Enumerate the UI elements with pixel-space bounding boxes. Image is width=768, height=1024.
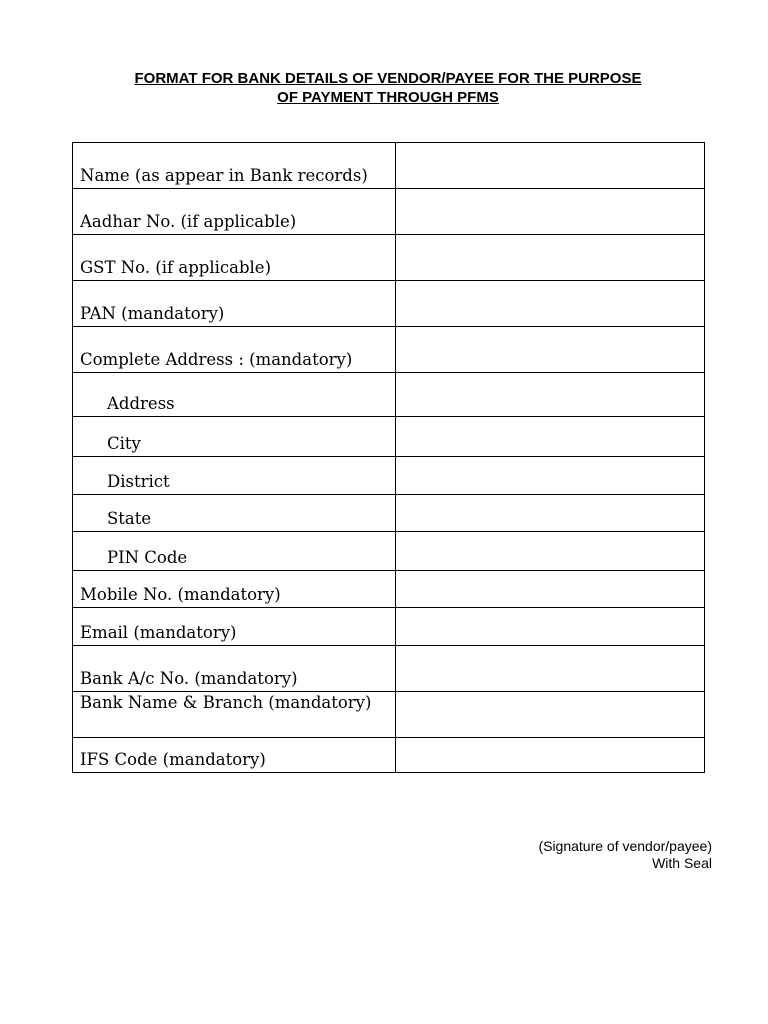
form-row-state [73, 495, 705, 532]
field-label-gst: GST No. (if applicable) [73, 235, 396, 281]
document-title [60, 69, 716, 107]
field-value-ifs-code[interactable] [396, 738, 705, 773]
field-value-district[interactable] [396, 457, 705, 495]
field-value-bank-account[interactable] [396, 646, 705, 692]
bank-details-form-table [72, 142, 705, 773]
document-title-line-2: OF PAYMENT THROUGH PFMS [277, 89, 499, 106]
signature-caption: (Signature of vendor/payee) [538, 838, 712, 854]
field-label-name: Name (as appear in Bank records) [73, 143, 396, 189]
signature-block [538, 838, 712, 872]
field-value-mobile[interactable] [396, 571, 705, 608]
form-row-bank-name-branch [73, 692, 705, 738]
form-row-gst [73, 235, 705, 281]
field-value-pin-code[interactable] [396, 532, 705, 571]
field-label-complete-address: Complete Address : (mandatory) [73, 327, 396, 373]
form-row-city [73, 417, 705, 457]
form-row-complete-address [73, 327, 705, 373]
field-label-ifs-code: IFS Code (mandatory) [73, 738, 396, 773]
form-row-address [73, 373, 705, 417]
field-value-gst[interactable] [396, 235, 705, 281]
field-value-address[interactable] [396, 373, 705, 417]
form-row-ifs-code [73, 738, 705, 773]
field-label-pin-code: PIN Code [73, 532, 396, 571]
document-title-line-1: FORMAT FOR BANK DETAILS OF VENDOR/PAYEE FOR THE PURPOSE [134, 70, 642, 87]
field-value-name[interactable] [396, 143, 705, 189]
form-row-bank-account [73, 646, 705, 692]
field-value-email[interactable] [396, 608, 705, 646]
signature-seal-caption: With Seal [652, 855, 712, 871]
field-label-address: Address [73, 373, 396, 417]
field-label-bank-name-branch: Bank Name & Branch (mandatory) [73, 692, 396, 738]
form-row-pin-code [73, 532, 705, 571]
field-label-bank-account: Bank A/c No. (mandatory) [73, 646, 396, 692]
field-label-email: Email (mandatory) [73, 608, 396, 646]
form-row-name [73, 143, 705, 189]
field-label-pan: PAN (mandatory) [73, 281, 396, 327]
field-value-pan[interactable] [396, 281, 705, 327]
field-value-aadhar[interactable] [396, 189, 705, 235]
field-value-state[interactable] [396, 495, 705, 532]
field-label-mobile: Mobile No. (mandatory) [73, 571, 396, 608]
form-row-email [73, 608, 705, 646]
field-label-aadhar: Aadhar No. (if applicable) [73, 189, 396, 235]
field-label-district: District [73, 457, 396, 495]
field-label-state: State [73, 495, 396, 532]
field-value-complete-address[interactable] [396, 327, 705, 373]
field-value-city[interactable] [396, 417, 705, 457]
field-label-city: City [73, 417, 396, 457]
form-row-aadhar [73, 189, 705, 235]
field-value-bank-name-branch[interactable] [396, 692, 705, 738]
form-row-mobile [73, 571, 705, 608]
form-row-district [73, 457, 705, 495]
form-row-pan [73, 281, 705, 327]
